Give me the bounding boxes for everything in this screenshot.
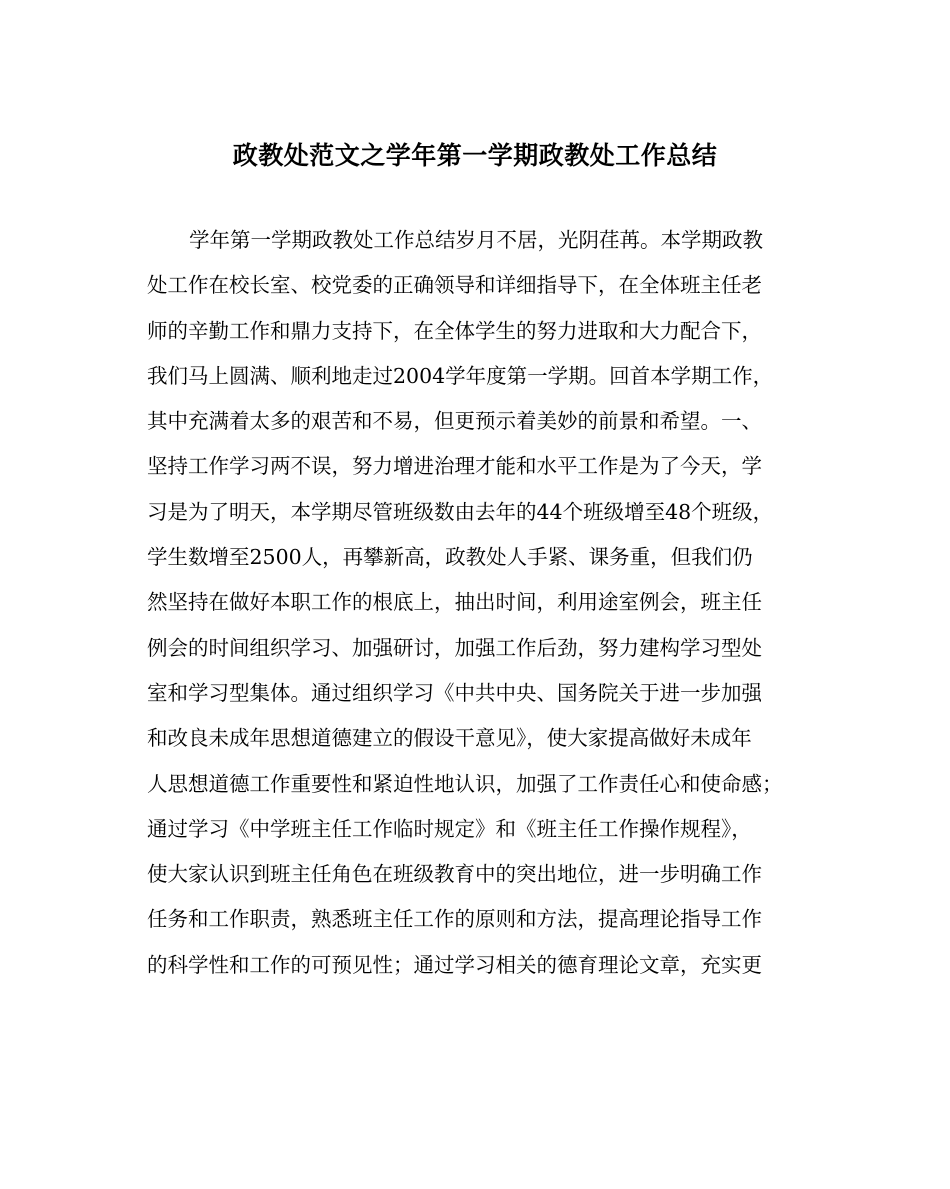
- body-line: 师的辛勤工作和鼎力支持下，在全体学生的努力进取和大力配合下，: [147, 318, 762, 343]
- body-line: 人思想道德工作重要性和紧迫性地认识，加强了工作责任心和使命感；: [147, 771, 783, 796]
- body-line: 学年第一学期政教处工作总结岁月不居，光阴荏苒。本学期政教: [189, 228, 763, 252]
- body-line: 处工作在校长室、校党委的正确领导和详细指导下，在全体班主任老: [147, 273, 762, 298]
- body-line: 坚持工作学习两不误，努力增进治理才能和水平工作是为了今天，学: [147, 454, 762, 479]
- document-title: 政教处范文之学年第一学期政教处工作总结: [232, 141, 718, 170]
- body-line: 任务和工作职责，熟悉班主任工作的原则和方法，提高理论指导工作: [147, 907, 762, 932]
- body-line: 其中充满着太多的艰苦和不易，但更预示着美妙的前景和希望。一、: [147, 409, 762, 434]
- body-line: 学生数增至2500人，再攀新高，政教处人手紧、课务重，但我们仍: [147, 545, 753, 570]
- body-line: 例会的时间组织学习、加强研讨，加强工作后劲，努力建构学习型处: [147, 635, 762, 660]
- body-line: 室和学习型集体。通过组织学习《中共中央、国务院关于进一步加强: [147, 680, 762, 705]
- body-line: 我们马上圆满、顺利地走过2004学年度第一学期。回首本学期工作，: [147, 363, 774, 388]
- body-line: 然坚持在做好本职工作的根底上，抽出时间，利用途室例会，班主任: [147, 590, 762, 615]
- body-line: 的科学性和工作的可预见性；通过学习相关的德育理论文章，充实更: [147, 952, 762, 977]
- body-line: 习是为了明天，本学期尽管班级数由去年的44个班级增至48个班级，: [147, 499, 774, 524]
- body-line: 通过学习《中学班主任工作临时规定》和《班主任工作操作规程》，: [147, 816, 752, 841]
- document-body: [147, 220, 827, 990]
- body-line: 使大家认识到班主任角色在班级教育中的突出地位，进一步明确工作: [147, 862, 762, 887]
- body-line: 和改良未成年思想道德建立的假设干意见》，使大家提高做好未成年: [147, 726, 752, 751]
